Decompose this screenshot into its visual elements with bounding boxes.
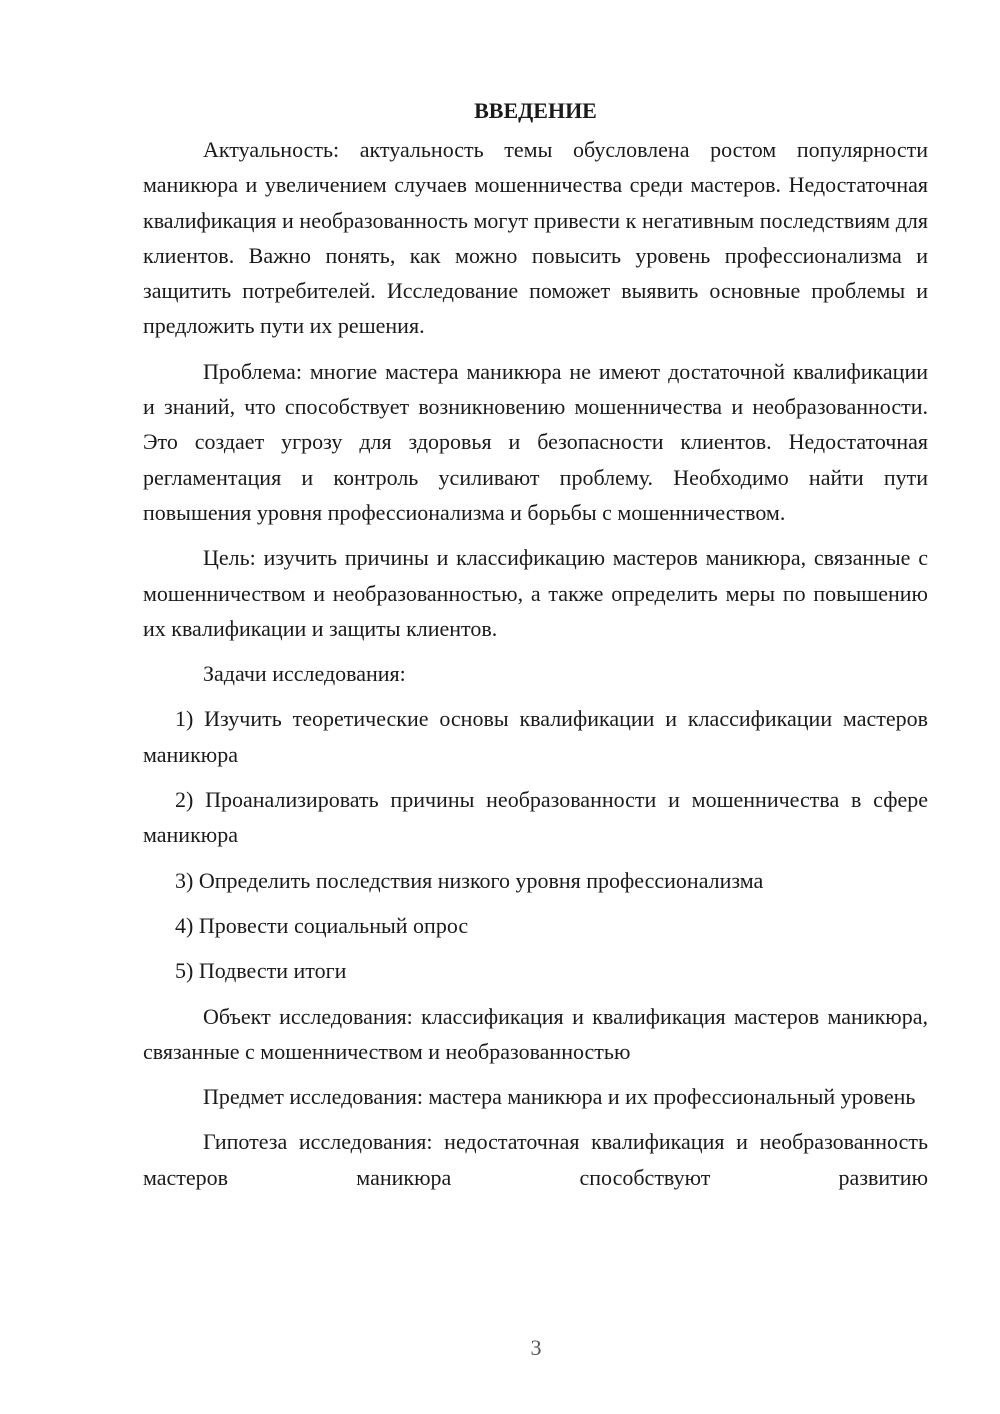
list-item-task-5: 5) Подвести итоги (175, 958, 347, 984)
paragraph-subject: Предмет исследования: мастера маникюра и их профессиональный уровень (203, 1084, 916, 1110)
list-item-task-3: 3) Определить последствия низкого уровня профессионализма (175, 867, 764, 893)
paragraph-object: Объект исследования: классификация и квалификация мастеров маникюра, связанные с мошенничеством и необразованностью (143, 1003, 928, 1064)
paragraph-goal: Цель: изучить причины и классификацию мастеров маникюра, связанные с мошенничеством и необразованностью, а также определить меры по повышению их квалификации и защиты клиентов. (143, 545, 928, 641)
paragraph-relevance: Актуальность: актуальность темы обусловлена ростом популярности маникюра и увеличением случаев мошенничества среди мастеров. Недостаточная квалификация и необразованность могут привести к негативным последствиям для клиентов. Важно понять, как можно повысить уровень профессионализма и защитить потребителей. Исследование поможет выявить основные проблемы и предложить пути их решения. (143, 137, 928, 339)
paragraph-hypothesis: Гипотеза исследования: недостаточная квалификация и необразованность мастеров маникюра способствуют развитию (143, 1129, 928, 1190)
list-item-task-2: 2) Проанализировать причины необразованности и мошенничества в сфере маникюра (143, 787, 928, 848)
section-heading: ВВЕДЕНИЕ (474, 98, 597, 123)
paragraph-problem: Проблема: многие мастера маникюра не имеют достаточной квалификации и знаний, что способствует возникновению мошенничества и необразованности. Это создает угрозу для здоровья и безопасности клиентов. Недостаточная регламентация и контроль усиливают проблему. Необходимо найти пути повышения уровня профессионализма и борьбы с мошенничеством. (143, 358, 928, 525)
page-content (143, 96, 928, 1205)
tasks-title: Задачи исследования: (203, 661, 406, 687)
list-item-task-1: 1) Изучить теоретические основы квалификации и классификации мастеров маникюра (143, 706, 928, 767)
list-item-task-4: 4) Провести социальный опрос (175, 912, 469, 938)
page-number: 3 (530, 1335, 542, 1360)
